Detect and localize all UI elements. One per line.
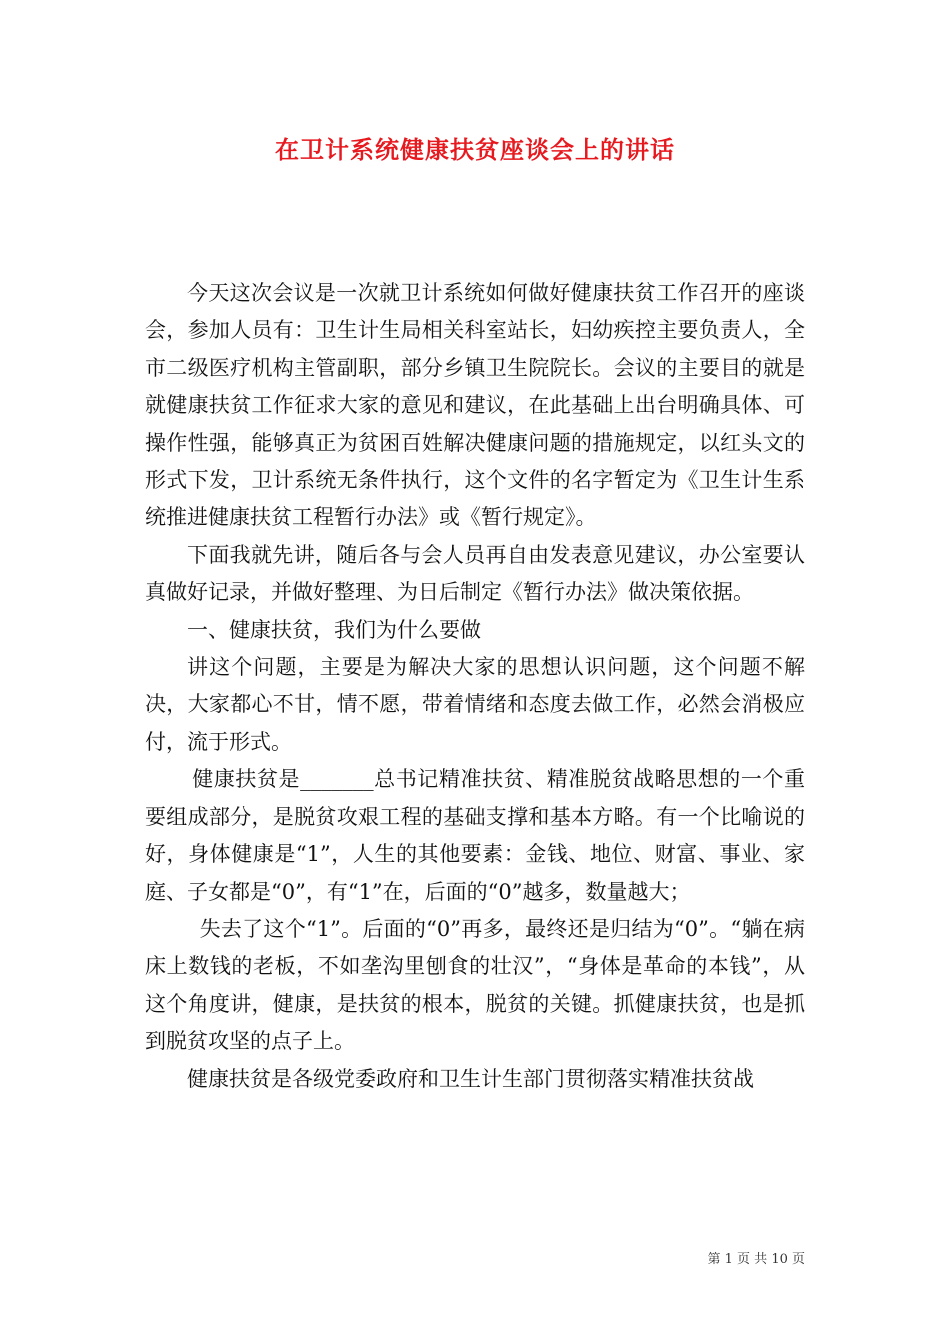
paragraph-lose-one: 失去了这个“1”。后面的“0”再多，最终还是归结为“0”。“躺在病床上数钱的老板，不如垄沟里刨食的壮汉”，“身体是革命的本钱”，从这个角度讲，健康，是扶贫的根本，脱贫的关键。抓健康扶贫，也是抓到脱贫攻坚的点子上。 <box>145 916 805 1054</box>
page-number-footer: 第 1 页 共 10 页 <box>707 1252 805 1267</box>
paragraph-intro: 今天这次会议是一次就卫计系统如何做好健康扶贫工作召开的座谈会，参加人员有：卫生计生局相关科室站长，妇幼疾控主要负责人，全市二级医疗机构主管副职，部分乡镇卫生院院长。会议的主要目的就是就健康扶贫工作征求大家的意见和建议，在此基础上出台明确具体、可操作性强，能够真正为贫困百姓解决健康问题的措施规定，以红头文的形式下发，卫计系统无条件执行，这个文件的名字暂定为《卫生计生系统推进健康扶贫工程暂行办法》或《暂行规定》。 <box>145 281 805 530</box>
paragraph-purpose: 讲这个问题，主要是为解决大家的思想认识问题，这个问题不解决，大家都心不甘，情不愿，带着情绪和态度去做工作，必然会消极应付，流于形式。 <box>145 655 805 754</box>
paragraph-health-poverty: 健康扶贫是_______总书记精准扶贫、精准脱贫战略思想的一个重要组成部分，是脱贫攻艰工程的基础支撑和基本方略。有一个比喻说的好，身体健康是“1”，人生的其他要素：金钱、地位、财富、事业、家庭、子女都是“0”，有“1”在，后面的“0”越多，数量越大； <box>145 767 805 904</box>
document-body <box>145 275 805 1098</box>
paragraph-procedure: 下面我就先讲，随后各与会人员再自由发表意见建议，办公室要认真做好记录，并做好整理、为日后制定《暂行办法》做决策依据。 <box>145 542 805 605</box>
section-heading-1: 一、健康扶贫，我们为什么要做 <box>187 617 481 642</box>
document-title: 在卫计系统健康扶贫座谈会上的讲话 <box>275 135 675 164</box>
paragraph-party-government: 健康扶贫是各级党委政府和卫生计生部门贯彻落实精准扶贫战 <box>187 1066 754 1091</box>
